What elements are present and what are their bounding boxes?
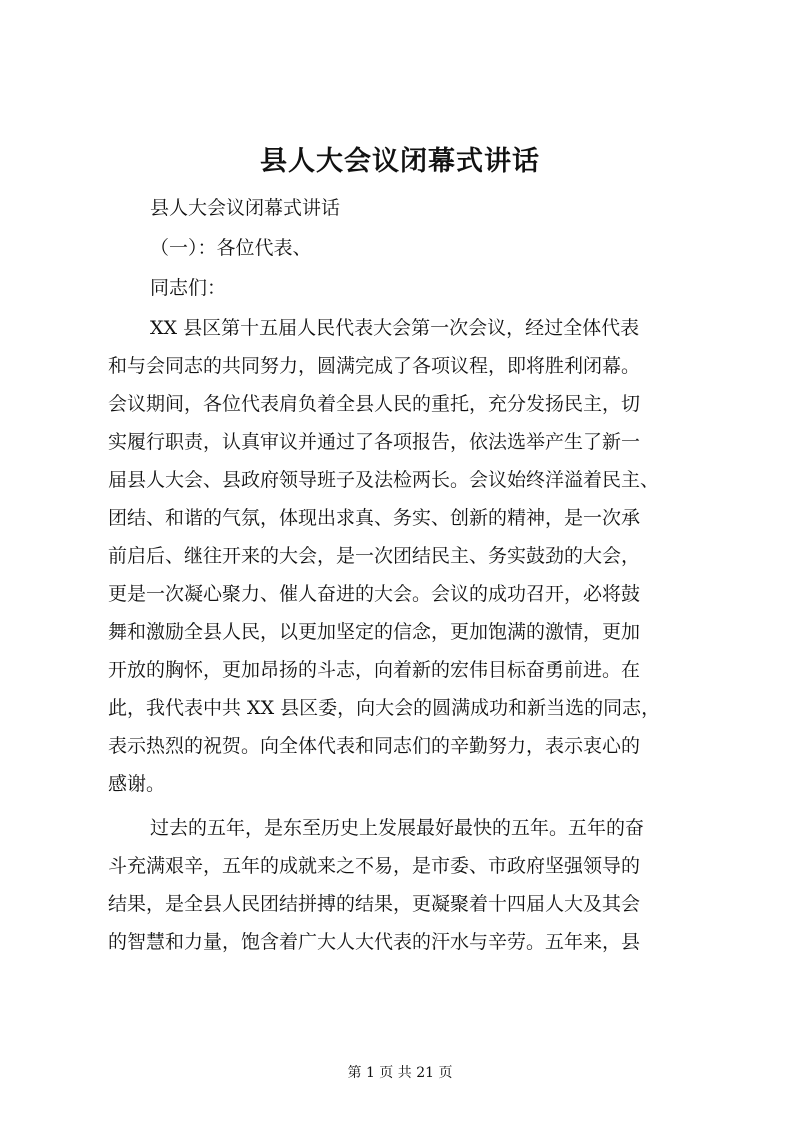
paragraph-1-line: 此，我代表中共 XX 县区委，向大会的圆满成功和新当选的同志， (108, 697, 661, 719)
paragraph-1-line: 会议期间，各位代表肩负着全县人民的重托，充分发扬民主，切 (108, 393, 641, 415)
page-title: 县人大会议闭幕式讲话 (260, 146, 540, 177)
paragraph-2-line: 的智慧和力量，饱含着广大人大代表的汗水与辛劳。五年来，县 (108, 931, 641, 953)
paragraph-2-line: 过去的五年，是东至历史上发展最好最快的五年。五年的奋 (150, 817, 645, 839)
paragraph-1-line: 感谢。 (108, 773, 166, 795)
body-line: 同志们： (150, 277, 227, 299)
paragraph-1-line: 和与会同志的共同努力，圆满完成了各项议程，即将胜利闭幕。 (108, 355, 641, 377)
paragraph-1-line: XX 县区第十五届人民代表大会第一次会议，经过全体代表 (150, 317, 640, 339)
paragraph-1-line: 前启后、继往开来的大会，是一次团结民主、务实鼓劲的大会， (108, 545, 641, 567)
paragraph-1-line: 团结、和谐的气氛，体现出求真、务实、创新的精神，是一次承 (108, 507, 641, 529)
paragraph-1-line: 更是一次凝心聚力、催人奋进的大会。会议的成功召开，必将鼓 (108, 583, 641, 605)
body-line: （一）：各位代表、 (150, 237, 312, 259)
paragraph-2-line: 结果，是全县人民团结拼搏的结果，更凝聚着十四届人大及其会 (108, 893, 641, 915)
paragraph-1-line: 开放的胸怀，更加昂扬的斗志，向着新的宏伟目标奋勇前进。在 (108, 659, 641, 681)
paragraph-1-line: 实履行职责，认真审议并通过了各项报告，依法选举产生了新一 (108, 431, 641, 453)
paragraph-1-line: 届县人大会、县政府领导班子及法检两长。会议始终洋溢着民主、 (108, 469, 660, 491)
paragraph-2-line: 斗充满艰辛，五年的成就来之不易，是市委、市政府坚强领导的 (108, 855, 641, 877)
subtitle-line: 县人大会议闭幕式讲话 (150, 197, 341, 219)
paragraph-1-line: 舞和激励全县人民，以更加坚定的信念，更加饱满的激情，更加 (108, 621, 641, 643)
page-number: 第 1 页 共 21 页 (347, 1065, 453, 1081)
paragraph-1-line: 表示热烈的祝贺。向全体代表和同志们的辛勤努力，表示衷心的 (108, 735, 641, 757)
